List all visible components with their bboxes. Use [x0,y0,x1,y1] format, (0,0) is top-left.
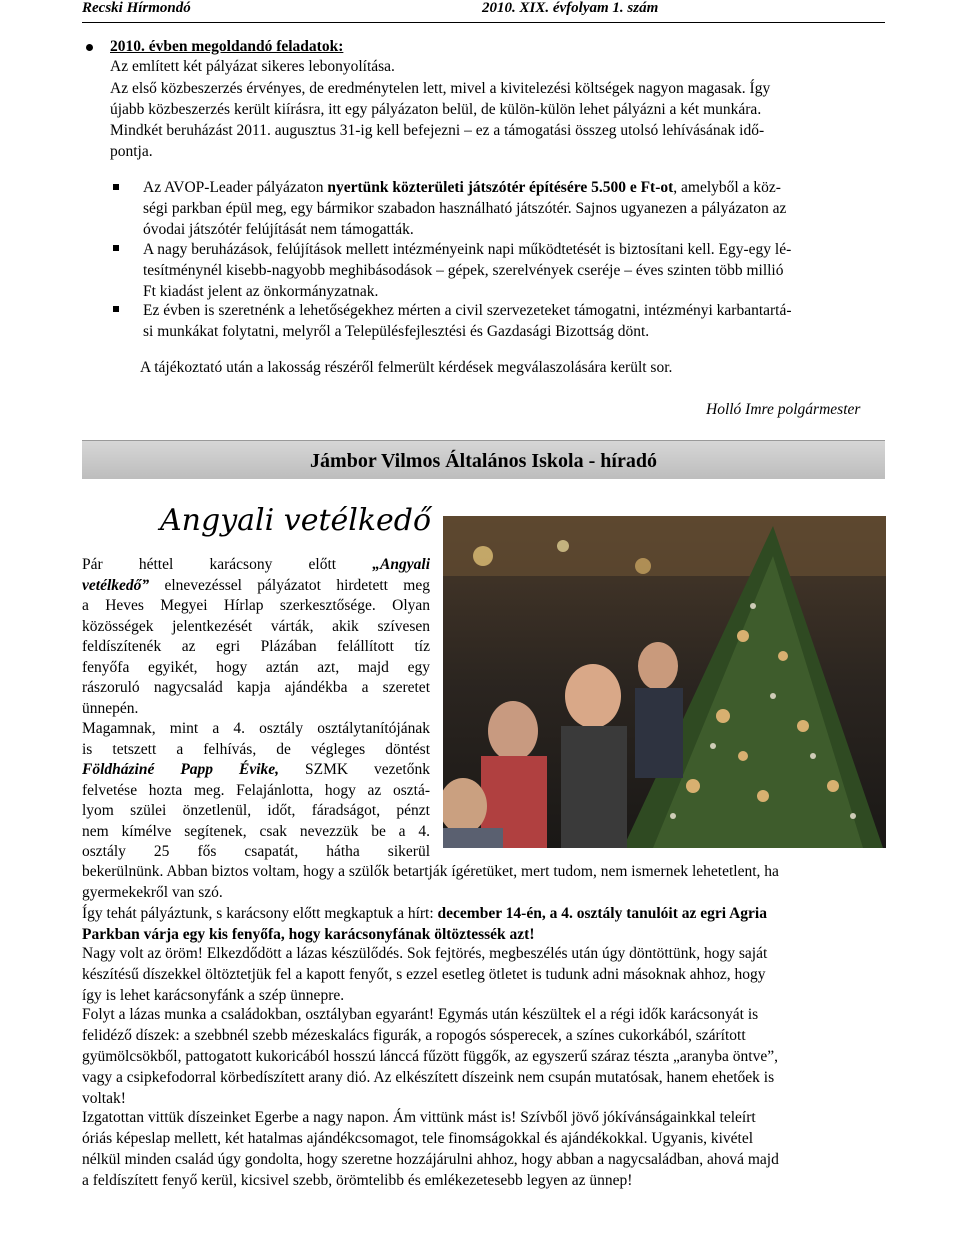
article-line: a Heves Megyei Hírlap szerkesztősége. Olyan [82,597,430,614]
bold-text: december 14-én, a 4. osztály tanulóit az egri Agria [437,905,767,922]
article-line: közösségek jelentkezését várták, akik szívesen [82,617,430,635]
bullet-line: Ez évben is szeretnénk a lehetőségekhez mérten a civil szervezeteket támogatni, intézményi karbantartá- [143,302,792,319]
emphasis-text: vetélkedő” [82,576,150,594]
article-line: nem kímélve segítenek, csak nevezzük be a 4. [82,822,430,840]
tasks-heading: 2010. évben megoldandó feladatok: [110,38,344,55]
banner-title: Jámbor Vilmos Általános Iskola - híradó [310,450,657,472]
signature: Holló Imre polgármester [706,401,861,418]
article-line: rászoruló nagycsalád kapja ajándékba a szeretet [82,679,430,696]
line-text: Pár héttel karácsony előtt [82,556,373,573]
article-title: Angyali vetélkedő [160,503,432,538]
body-line: Az említett két pályázat sikeres lebonyolítása. [110,58,395,75]
bullet-line [143,178,781,198]
article-line: vagy a csipkefodorral körbedíszített arany dió. Az elkészített díszeink nem csupán mutatósak, hanem ehetőek is [82,1069,775,1086]
article-line: bekerülnünk. Abban biztos voltam, hogy a szülők betartják ígéretüket, mert tudom, nem ismernek lehetetlent, ha [82,863,779,880]
bullet-line: ségi parkban épül meg, egy bármikor szabadon használható játszótér. Sajnos ugyanezen a pályázaton az [143,200,787,217]
article-line [82,760,430,781]
bullet-line: óvodai játszótér felújítását nem támogatták. [143,221,414,238]
article-line: nélkül minden család úgy gondolta, hogy szeretne hozzájárulni ahhoz, hogy abban a nagycsaládban, ahová majd [82,1151,779,1168]
publication-name: Recski Hírmondó [82,0,191,16]
photo-illustration [443,516,886,848]
page-header [82,0,885,23]
article-line [82,576,430,597]
emphasis-text: Földháziné Papp Évike, [82,761,280,778]
article-line: Magamnak, mint a 4. osztály osztálytanítójának [82,720,430,737]
issue-info: 2010. XIX. évfolyam 1. szám [482,0,659,16]
article-line: feldíszítenék az egri Plázában felállított tíz [82,638,430,655]
bullet-text: Az AVOP-Leader pályázaton [143,179,328,196]
article-line: Parkban várja egy kis fenyőfa, hogy karácsonyfának öltöztessék azt! [82,926,535,943]
article-line: ünnepén. [82,699,139,717]
body-line: Mindkét beruházást 2011. augusztus 31-ig kell befejezni – ez a támogatási összeg utolsó lehívásának idő- [110,122,765,139]
article-line: felidéző díszek: a szebbnél szebb mézeskalács figurák, a ropogós sósperecek, a színes cukorkából, szárított [82,1027,746,1044]
article-line: készítésű díszekkel öltöztetjük fel a kapott fenyőt, s ezzel esetleg ötletet is tudunk adni másoknak ahhoz, hogy [82,966,766,983]
line-text: SZMK vezetőnk [279,761,430,778]
school-news-banner [82,440,885,479]
emphasis-text: „Angyali [372,556,430,573]
article-line: gyermekekről van szó. [82,884,223,901]
square-bullet-icon [113,306,119,312]
bullet-line: tesítménynél kisebb-nagyobb meghibásodások – gépek, szerelvények cseréje – éves szinten több millió [143,262,784,279]
line-text: elnevezéssel pályázatot hirdetett meg [149,576,430,594]
bullet-line: si munkákat folytatni, melyről a Településfejlesztési és Gazdasági Bizottság dönt. [143,323,650,340]
article-line [82,904,767,924]
christmas-tree-photo [443,516,886,848]
article-line: fenyőfa egyikét, hogy aztán azt, majd egy [82,658,430,676]
body-line: újabb közbeszerzés került kiírásra, itt egy pályázaton belül, de külön-külön lehet pályázni a két munkára. [110,101,762,118]
article-line: gyümölcsökből, pattogatott kukoricából hosszú lánccá fűzött függők, az egyszerű száraz tészta „aranyba öntve”, [82,1048,778,1065]
article-line: Nagy volt az öröm! Elkezdődött a lázas készülődés. Sok fejtörés, megbeszélés után úgy döntöttünk, hogy saját [82,945,768,962]
article-line: is tetszett a felhívás, de végleges döntést [82,740,430,758]
article-line: voltak! [82,1090,126,1107]
body-line: Az első közbeszerzés érvényes, de eredménytelen lett, mivel a kivitelezési költségek nagyon magasak. Így [110,80,771,97]
square-bullet-icon [113,245,119,251]
square-bullet-icon [113,184,119,190]
body-line: pontja. [110,143,153,160]
bullet-bold-text: nyertünk közterületi játszótér építésére 5.500 e Ft-ot [327,179,674,196]
article-line: a feldíszített fenyő kerül, kicsivel szebb, örömtelibb és emlékezetesebb legyen az ünnep! [82,1172,633,1189]
article-line: Folyt a lázas munka a családokban, osztályban egyaránt! Egymás után készültek el a régi idők karácsonyát is [82,1006,759,1023]
bullet-text: , amelyből a köz- [673,179,781,196]
article-line [82,555,430,576]
article-line: osztály 25 fős csapatát, hátha sikerül [82,843,430,860]
article-line: óriás képeslap mellett, két hatalmas ajándékcsomagot, tele finomságokkal és ajándékokkal. Ugyanis, kivétel [82,1130,754,1147]
line-text: Így tehát pályáztunk, s karácsony előtt megkaptuk a hírt: [82,905,438,922]
article-line: lyom szülei önzetlenül, időt, fáradságot, pénzt [82,802,430,819]
article-column [82,555,430,863]
closing-line: A tájékoztató után a lakosság részéről felmerült kérdések megválaszolására került sor. [140,359,673,376]
bullet-line: A nagy beruházások, felújítások mellett intézményeink napi működtetését is biztosítani kell. Egy-egy lé- [143,241,792,258]
bullet-dot [86,44,93,51]
article-line: felvetése hozta meg. Felajánlotta, hogy az osztá- [82,781,430,799]
bullet-line: Ft kiadást jelent az önkormányzatnak. [143,283,379,300]
article-line: Izgatottan vittük díszeinket Egerbe a nagy napon. Ám vittünk mást is! Szívből jövő jókívánságainkkal teleírt [82,1109,756,1126]
article-line: így is lehet karácsonyfánk a szép ünnepre. [82,987,345,1004]
